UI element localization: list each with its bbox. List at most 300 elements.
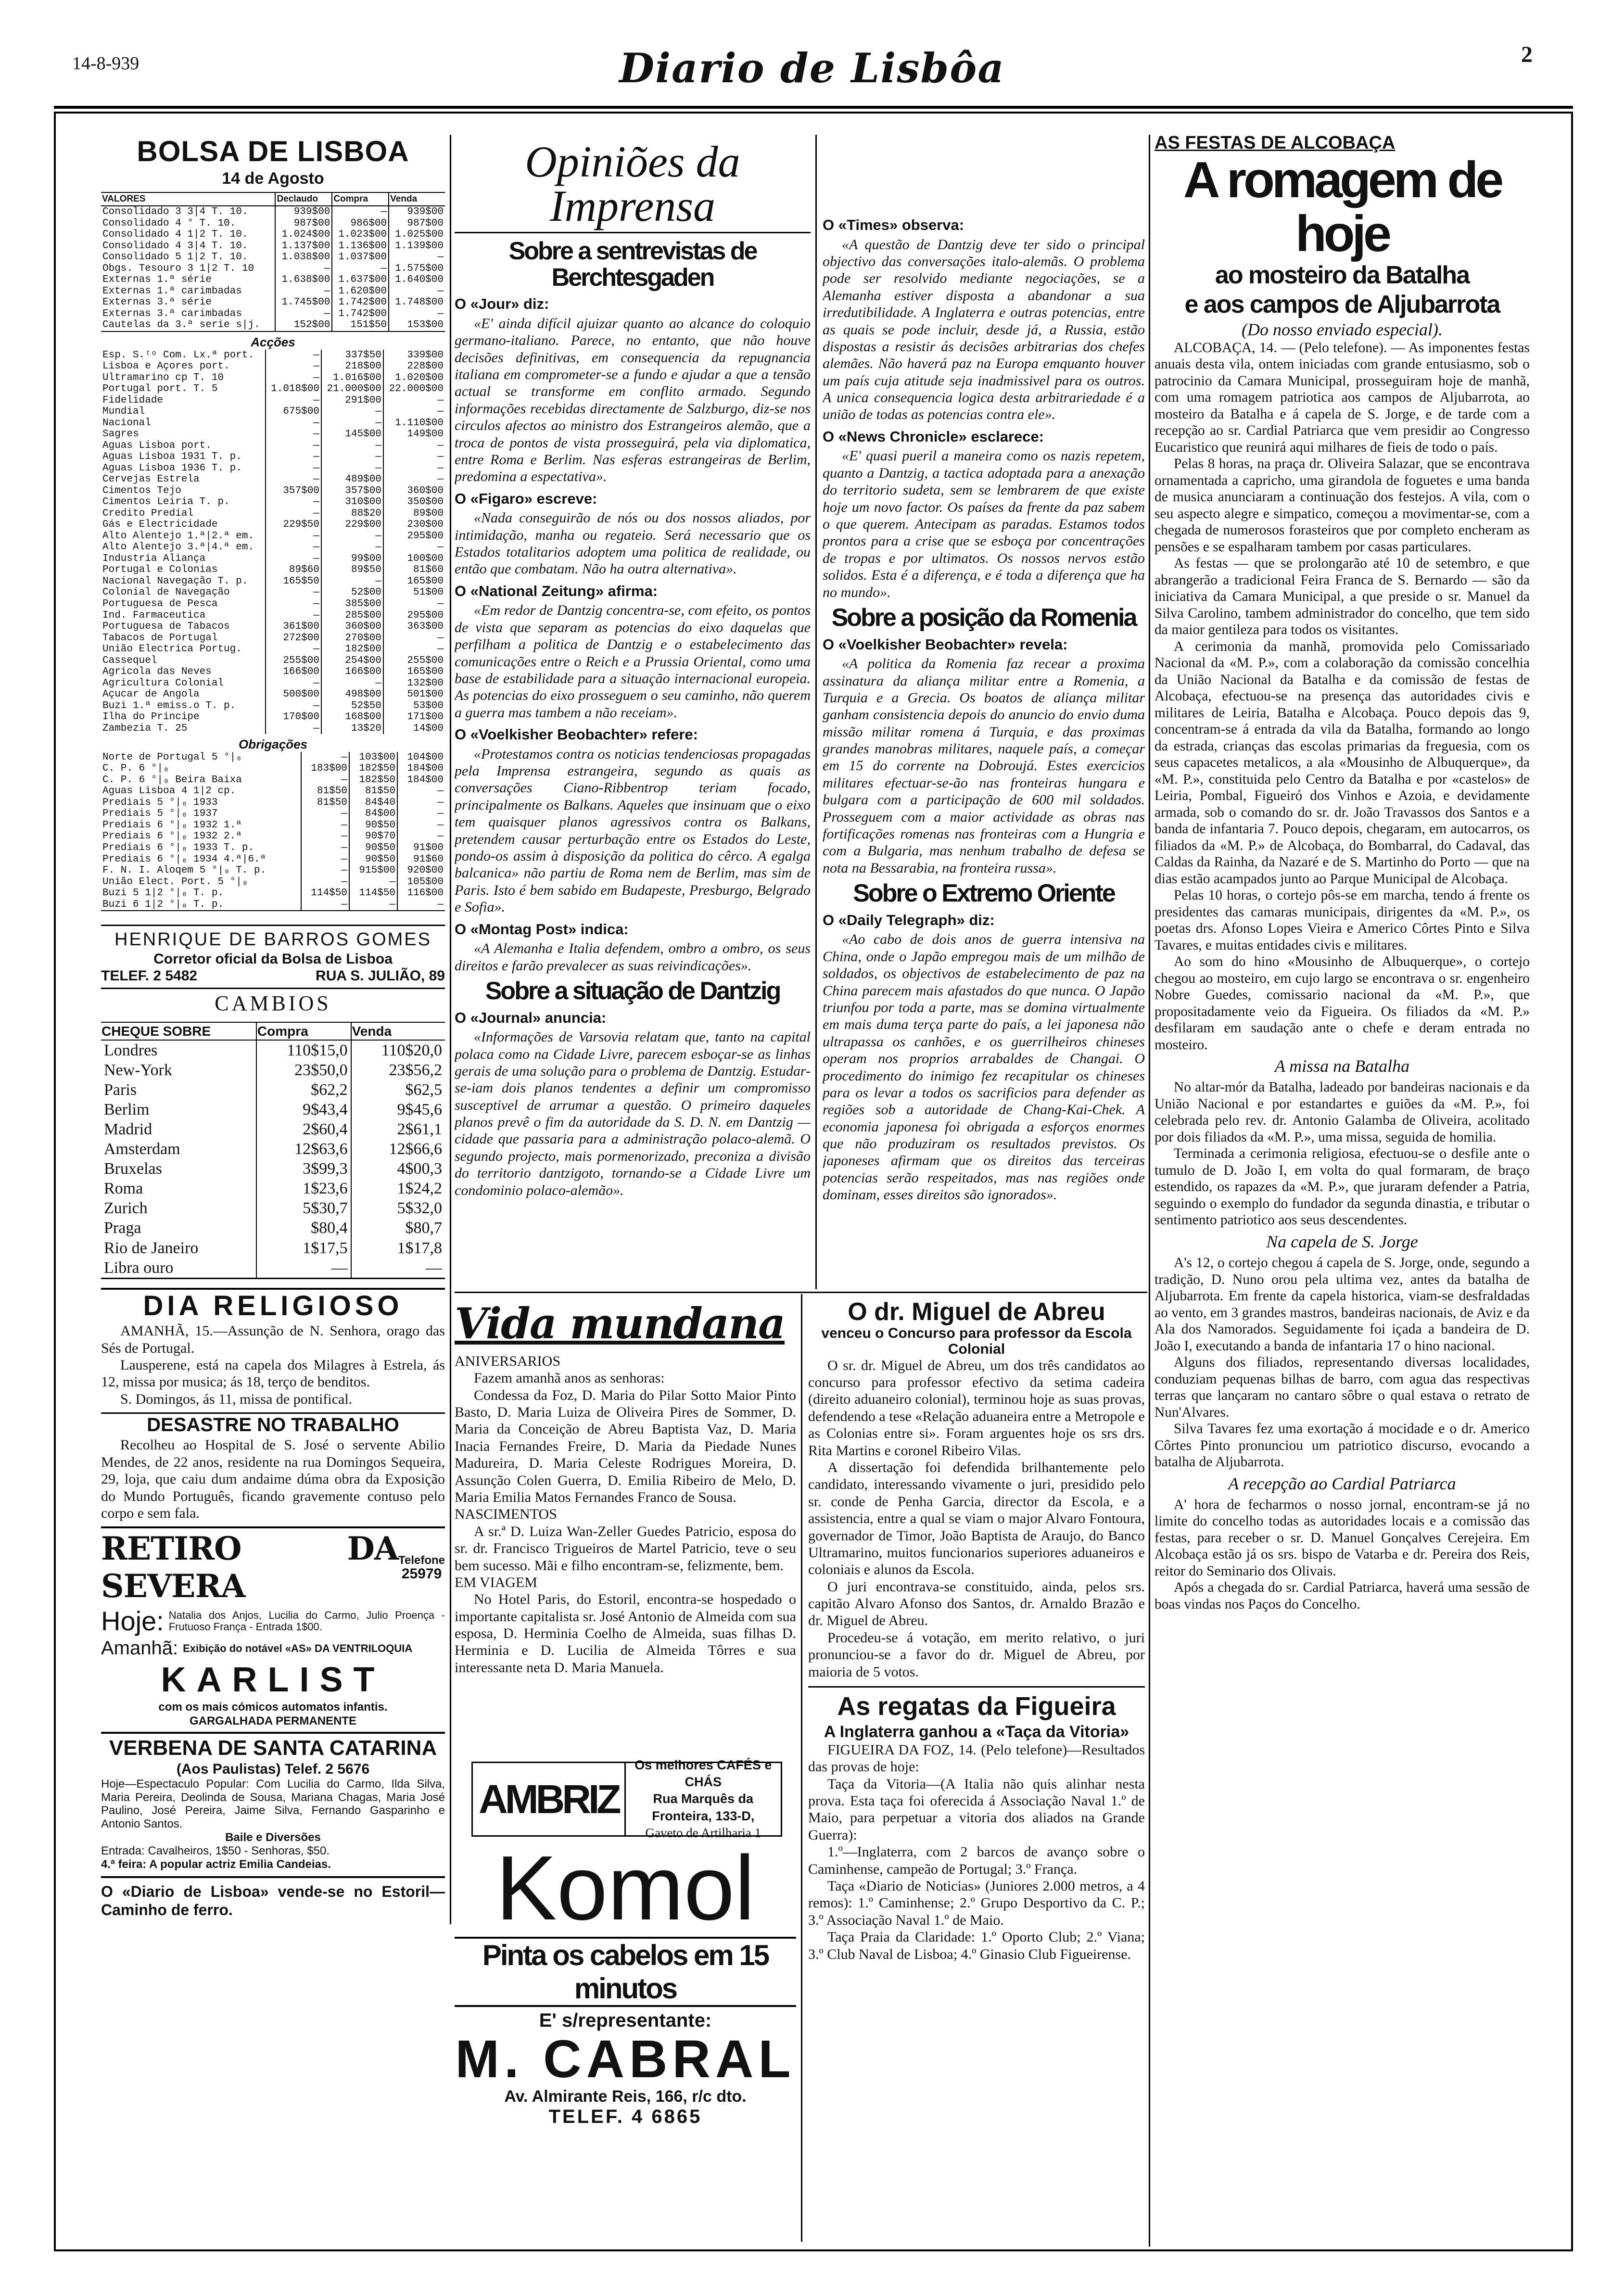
abreu-text: Procedeu-se á votação, em merito relativo, o juri pronunciou-se a favor do dr. Miguel de Abreu, por maioria de 5 votos. xyxy=(808,1629,1145,1680)
table-cell: — xyxy=(266,474,321,485)
desastre-title: DESASTRE NO TRABALHO xyxy=(101,1412,445,1436)
table-cell: — xyxy=(383,395,445,406)
table-cell: 255$00 xyxy=(383,655,445,667)
table-cell: 1.637$00 xyxy=(332,274,389,286)
religioso-text: S. Domingos, ás 11, missa de pontifical. xyxy=(120,1391,353,1407)
oriente-headline: Sobre o Extremo Oriente xyxy=(853,879,1115,908)
table-cell: — xyxy=(397,831,445,842)
table-row xyxy=(101,406,445,418)
page-date: 14-8-939 xyxy=(72,53,140,74)
table-cell: Consolidado 4 3|4 T. 10. xyxy=(102,240,248,252)
table-row xyxy=(101,1238,445,1258)
source-news-chronicle: O «News Chronicle» esclarece: xyxy=(823,428,1044,445)
table-cell: Zurich xyxy=(104,1199,148,1218)
table-cell: 184$00 xyxy=(397,775,445,786)
severa-phone xyxy=(398,1554,445,1582)
table-cell: — xyxy=(321,406,383,418)
table-cell: 363$00 xyxy=(383,621,445,633)
regatas-title: As regatas da Figueira xyxy=(808,1686,1145,1722)
abreu-text: A dissertação foi defendida brilhantemente pelo candidato, interessando vivamente o juri, presidido pelo sr. conde de Penha Garcia, director da Escola, e a assistencia, entre a qual se viam o major Alvaro Fontoura, governador de Timor, João Baptista de Araujo, do Banco Ultramarino, muitos funcionarios superiores aduaneiros e coloniais e alunos da Escola. xyxy=(808,1459,1145,1578)
table-row xyxy=(101,564,445,576)
table-cell: Consolidado 3 3|4 T. 10. xyxy=(102,206,248,218)
table-row xyxy=(101,361,445,372)
corretor-name: HENRIQUE DE BARROS GOMES xyxy=(114,929,431,950)
table-cell: 81$50 xyxy=(349,786,397,797)
table-cell: Rio de Janeiro xyxy=(104,1239,199,1257)
table-cell: 254$00 xyxy=(321,655,383,667)
viagem-text: No Hotel Paris, do Estoril, encontra-se hospedado o importante capitalista sr. José Antonio de Almeida com sua esposa, D. Herminia Coelho de Almeida, suas filhas D. Herminia e D. Lucilia de Almeida Tôrres e sua interessante neta D. Maria Manuela. xyxy=(455,1591,796,1676)
table-cell: 153$00 xyxy=(389,319,445,331)
table-cell: $80,7 xyxy=(351,1218,445,1238)
table-cell: 90$50 xyxy=(349,820,397,831)
festas-text: Pelas 8 horas, na praça dr. Oliveira Salazar, que se encontrava ornamentada a capricho, uma girandola de foguetes e uma banda de musica anunciaram a continuação dos festejos. A vila, com o seu aspecto alegre e simpatico, começou a movimentar-se, com a chegada de numerosos forasteiros que por completo encheram as pensões e se espalharam tambem por casas particulares. xyxy=(1155,456,1530,555)
komol-name: Komol xyxy=(495,1837,755,1939)
table-cell: Libra ouro xyxy=(104,1258,174,1277)
table-cell: — xyxy=(266,418,321,429)
recepcao-subhead: A recepção ao Cardial Patriarca xyxy=(1228,1473,1456,1493)
table-row xyxy=(101,429,445,440)
table-cell: Açucar de Angola xyxy=(102,689,200,700)
table-cell: 91$60 xyxy=(397,854,445,865)
table-cell: Industria Aliança xyxy=(102,553,206,564)
table-cell: 52$50 xyxy=(321,700,383,712)
table-cell: 1$24,2 xyxy=(351,1179,445,1198)
table-row xyxy=(101,711,445,723)
severa-title: RETIRO DA SEVERA xyxy=(101,1530,399,1605)
table-row xyxy=(101,297,445,308)
table-cell: Esp. S.ᵗᵒ Com. Lx.ª port. xyxy=(102,349,254,361)
table-cell: 182$00 xyxy=(321,644,383,655)
table-cell: — xyxy=(321,451,383,463)
table-cell: — xyxy=(389,308,445,320)
dantzig-headline: Sobre a situação de Dantzig xyxy=(485,977,780,1005)
table-cell: 88$20 xyxy=(321,508,383,520)
table-cell: Portuguesa de Pesca xyxy=(102,598,218,610)
column-times xyxy=(823,212,1145,1289)
table-cell: 1$17,5 xyxy=(256,1238,351,1258)
table-cell: 9$43,4 xyxy=(256,1100,351,1119)
obrigacoes-title: Obrigações xyxy=(238,737,308,752)
table-cell: 1.025$00 xyxy=(389,229,445,241)
table-cell: Mundial xyxy=(102,406,145,418)
komol-ad xyxy=(455,1837,796,2227)
table-cell: — xyxy=(275,286,332,297)
table-cell: 1.742$00 xyxy=(332,297,389,308)
table-cell: 1$17,8 xyxy=(351,1238,445,1258)
table-cell: 110$15,0 xyxy=(256,1040,351,1060)
table-cell: 103$00 xyxy=(349,752,397,763)
table-cell: — xyxy=(301,899,349,911)
corretor-tel: TELEF. 2 5482 xyxy=(101,968,198,984)
table-cell: — xyxy=(301,808,349,820)
table-cell: 165$00 xyxy=(383,576,445,587)
table-cell: — xyxy=(266,395,321,406)
festas-text: Terminada a cerimonia religiosa, efectuou-se o desfile ante o tumulo de D. João I, em volta do qual formaram, de braço estendido, os rapazes da «M. P.», que juraram defender a Patria, seguindo o exemplo do fundador da segunda dinastia, e tributar o sentimento patriotico aos seus descendentes. xyxy=(1155,1146,1530,1228)
table-row xyxy=(101,797,445,809)
regatas-text: 1.º—Inglaterra, com 2 barcos de avanço sobre o Caminhense, campeão de Portugal; 3.º França. xyxy=(808,1844,1145,1877)
table-cell: 4$00,3 xyxy=(351,1159,445,1179)
table-row xyxy=(101,576,445,587)
table-cell: Consolidado 5 1|2 T. 10. xyxy=(102,252,248,263)
nascimentos-title: NASCIMENTOS xyxy=(455,1506,557,1523)
table-cell: 166$00 xyxy=(321,666,383,678)
table-row xyxy=(101,229,445,241)
table-cell: Berlim xyxy=(104,1100,150,1118)
source-daily-telegraph: O «Daily Telegraph» diz: xyxy=(823,911,995,928)
table-row xyxy=(101,350,445,361)
table-cell: Bruxelas xyxy=(104,1160,162,1178)
table-cell: Sagres xyxy=(102,429,139,440)
column-opinioes xyxy=(455,140,811,1289)
table-cell: 1.638$00 xyxy=(275,274,332,286)
source-figaro: O «Figaro» escreve: xyxy=(455,490,597,507)
aniversarios-intro: Fazem amanhã anos as senhoras: xyxy=(474,1370,665,1386)
table-cell: $62,2 xyxy=(256,1080,351,1100)
table-cell: — xyxy=(321,531,383,542)
table-cell: 1.037$00 xyxy=(332,252,389,263)
festas-text: A's 12, o cortejo chegou á capela de S. Jorge, onde, segundo a tradição, D. Nuno orou pela ultima vez, antes da batalha de Aljubarrota. Em frente da capela historica, viam-se desfraldadas ao vento, em 3 grandes mastros, bandeiras nacionais, de Aviz e da Ala dos Namorados. Seguidamente foi içada a bandeira de D. João I, executando a banda de infantaria 17 o hino nacional. xyxy=(1155,1255,1530,1354)
table-cell: 81$50 xyxy=(301,786,349,797)
severa-amanha: Amanhã: xyxy=(101,1638,178,1659)
table-cell: — xyxy=(301,865,349,876)
abreu-text: O juri encontrava-se constituido, ainda, pelos srs. capitão Alvaro Afonso dos Santos, dr. Arnaldo Brazão e dr. Miguel de Abreu. xyxy=(808,1578,1145,1629)
table-cell: Externas 3.ª série xyxy=(102,297,212,308)
table-cell: Buzi 6 1|2 °|₀ T. p. xyxy=(102,899,224,910)
table-row xyxy=(101,1258,445,1279)
cambios-title: CAMBIOS xyxy=(101,988,445,1016)
table-cell: 1.745$00 xyxy=(275,297,332,308)
festas-sub2: e aos campos de Aljubarrota xyxy=(1184,290,1500,318)
table-row xyxy=(101,519,445,531)
table-row xyxy=(101,1159,445,1179)
severa-tel: 25979 xyxy=(401,1566,442,1582)
table-cell: Ind. Farmaceutica xyxy=(102,610,206,621)
table-cell: 5$32,0 xyxy=(351,1198,445,1218)
table-cell: Roma xyxy=(104,1180,143,1198)
komol-representante: E' s/representante: xyxy=(539,2010,712,2031)
vida-title: Vida mundana xyxy=(455,1299,785,1348)
table-cell: — xyxy=(266,598,321,610)
table-row xyxy=(101,633,445,644)
festas-text: Ao som do hino «Mousinho de Albuquerque», o cortejo chegou ao mosteiro, em cujo largo se encontrava o sr. engenheiro Nobre Guedes, comissario nacional da «M. P.», que propositadamente veio da Figueira. Os filiados da «M. P.» desfilaram em saudação ante o chefe e deram entrada no mosteiro. xyxy=(1155,954,1530,1053)
table-cell: 2$61,1 xyxy=(351,1119,445,1139)
table-cell: Gás e Electricidade xyxy=(102,519,218,531)
table-cell: — xyxy=(266,644,321,655)
nascimentos-text: A sr.ª D. Luiza Wan-Zeller Guedes Patricio, esposa do sr. dr. Francisco Trigueiros de Martel Patricio, teve o seu bem sucesso. Mãi e filho encontram-se, felizmente, bem. xyxy=(455,1523,796,1574)
verbena-feira: 4.ª feira: A popular actriz Emilia Candeias. xyxy=(101,1858,331,1871)
table-cell: 229$50 xyxy=(266,519,321,531)
table-cell: 350$00 xyxy=(383,496,445,508)
quote-jour: «E' ainda difícil ajuizar quanto ao alcance do coloquio germano-italiano. Parece, no entanto, que não houve decisões definitivas, em consequencia da repugnancia italiana em comprometer-se a fundo e ajudar a que a tensão actual se transforme em conflito armado. Segundo informações recebidas directamente de Salzburgo, diz-se nos circulos afectos ao ministro dos Estrangeiros alemão, que a troca de pontos de vista prosseguirá, pela via diplomatica, entre Roma e Berlim. Nas esferas estrangeiras de Berlim, predomina a espectativa». xyxy=(455,315,811,485)
table-cell: 1.020$00 xyxy=(383,372,445,384)
table-cell: — xyxy=(301,831,349,842)
table-cell: 295$00 xyxy=(383,610,445,622)
table-cell: 114$50 xyxy=(349,888,397,899)
newspaper-title: Diario de Lisbôa xyxy=(619,44,1005,92)
table-cell: — xyxy=(349,876,397,888)
festas-text: ALCOBAÇA, 14. — (Pelo telefone). — As imponentes festas anuais desta vila, ontem iniciadas com grande entusiasmo, sob o patrocinio da Camara Municipal, prosseguiram hoje de manhã, com uma romagem patriotica aos campos de Aljubarrota, ao mosteiro da Batalha e á capela de S. Jorge, e de tarde com a recepção ao sr. Cardial Patriarca que vem presidir ao Congresso Eucaristico que reunirá aqui milhares de fieis de todo o país. xyxy=(1155,340,1530,455)
bolsa-rows xyxy=(101,206,445,331)
table-cell: 132$00 xyxy=(383,678,445,689)
col-divider xyxy=(815,135,817,1289)
table-cell: Praga xyxy=(104,1219,141,1237)
festas-kicker: AS FESTAS DE ALCOBAÇA xyxy=(1155,133,1396,153)
table-cell: $80,4 xyxy=(256,1218,351,1238)
bolsa-title: BOLSA DE LISBOA xyxy=(137,135,409,167)
table-row xyxy=(101,241,445,252)
table-cell: C. P. 6 °|₀ xyxy=(102,763,169,775)
table-cell: — xyxy=(301,842,349,854)
table-cell: 165$50 xyxy=(266,576,321,587)
table-cell: Fidelidade xyxy=(102,394,164,406)
col-header: Declaudo xyxy=(275,192,332,206)
table-row xyxy=(101,666,445,678)
table-row xyxy=(101,531,445,542)
table-cell: Amsterdam xyxy=(104,1140,180,1158)
table-cell: Nacional Navegação T. p. xyxy=(102,575,248,587)
table-cell: Cautelas da 3.ª serie s|j. xyxy=(102,319,260,331)
cabral-phone: TELEF. 4 6865 xyxy=(548,2106,702,2127)
table-cell: — xyxy=(383,644,445,655)
table-cell: 218$00 xyxy=(321,361,383,372)
table-cell: Agricultura Colonial xyxy=(102,677,224,689)
table-cell: 228$00 xyxy=(383,361,445,372)
source-jour: O «Jour» diz: xyxy=(455,295,549,313)
col-divider xyxy=(1149,135,1150,2247)
table-cell: — xyxy=(321,678,383,689)
table-cell: Londres xyxy=(104,1041,158,1059)
table-cell: 915$00 xyxy=(349,865,397,876)
table-cell: 89$60 xyxy=(266,564,321,576)
festas-headline: A romagem de hoje xyxy=(1183,152,1501,262)
table-cell: Cimentos Leiria T. p. xyxy=(102,496,230,508)
corretor-line: Corretor oficial da Bolsa de Lisboa xyxy=(153,951,393,967)
table-row xyxy=(101,508,445,520)
table-cell: Cassequel xyxy=(102,655,157,666)
table-cell: — xyxy=(266,553,321,565)
table-cell: 986$00 xyxy=(332,218,389,229)
table-cell: 166$00 xyxy=(266,666,321,678)
corretor-box xyxy=(101,925,445,985)
table-cell: 1.575$00 xyxy=(389,263,445,275)
table-cell: — xyxy=(266,350,321,361)
quote-voelkisher: «Protestamos contra os noticias tendenciosas propagadas pela Imprensa estrangeira, segundo as quais as conversações Ciano-Ribbentrop teriam focado, principalmente os Balkans. Aqueles que insinuam que o eixo tem quaisquer planos agressivos contra os Balkans, pretendem causar perturbação entre os Estados do Leste, pondo-os assim à disposição da politica do cêrco. A egalga balcanica» não partiu de Roma nem de Berlim, mas sim de Paris. Isto é bem sabido em Budapeste, Presburgo, Belgrado e Sofia». xyxy=(455,746,811,915)
table-cell: 361$00 xyxy=(266,621,321,633)
table-cell: — xyxy=(266,463,321,474)
opinioes-title: Opiniões da Imprensa xyxy=(455,140,811,233)
table-cell: 310$00 xyxy=(321,496,383,508)
festas-text: Após a chegada do sr. Cardial Patriarca, haverá uma sessão de boas vindas nos Paços do Concelho. xyxy=(1155,1580,1530,1612)
table-cell: 22.000$00 xyxy=(383,383,445,395)
aniversarios-text: Condessa da Foz, D. Maria do Pilar Sotto Maior Pinto Basto, D. Maria Luiza de Oliveira Pires de Sommer, D. Maria da Conceição de Abreu Baptista Vaz, D. Maria Inacia Fernandes Freire, D. Maria da Piedade Nunes Madureira, D. Maria Celeste Rodrigues Moreira, D. Assunção Colen Guerra, D. Emilia Ribeiro de Melo, D. Maria Emilia Matos Fernandes Franco de Sousa. xyxy=(455,1387,796,1505)
table-cell: — xyxy=(266,542,321,553)
regatas-text: Taça Praia da Claridade: 1.º Oporto Club; 2.º Viana; 3.º Club Naval de Lisboa; 4.º Ginasio Club Figueirense. xyxy=(808,1929,1145,1962)
table-cell: Prediais 6 °|₀ 1932 2.ª xyxy=(102,831,242,842)
table-cell: — xyxy=(397,808,445,820)
col-header: Compra xyxy=(256,1022,351,1040)
table-cell: Alto Alentejo 3.ª|4.ª em. xyxy=(102,542,254,553)
table-cell: 272$00 xyxy=(266,633,321,644)
desastre-text: Recolheu ao Hospital de S. José o servente Abilio Mendes, de 22 anos, residente na rua Domingos Sequeira, 29, loja, que caiu dum andaime dúma obra da Exposição do Mundo Português, ficando gravemente contuso pelo corpo e sem fala. xyxy=(101,1437,445,1521)
corretor-contacts xyxy=(101,967,445,984)
verbena-sub: (Aos Paulistas) Telef. 2 5676 xyxy=(176,1761,370,1777)
ambriz-ad xyxy=(471,1758,782,1840)
karlist-name: KARLIST xyxy=(161,1661,385,1700)
table-row xyxy=(101,587,445,598)
table-cell: 100$00 xyxy=(383,553,445,565)
table-cell: 99$00 xyxy=(321,553,383,565)
table-cell: 337$50 xyxy=(321,350,383,361)
source-national-zeitung: O «National Zeitung» afirma: xyxy=(455,582,658,599)
col-divider xyxy=(450,135,451,1924)
table-cell: — xyxy=(266,610,321,622)
aniversarios-title: ANIVERSARIOS xyxy=(455,1353,561,1369)
table-cell: 149$00 xyxy=(383,429,445,440)
table-cell: — xyxy=(275,263,332,275)
table-cell: — xyxy=(397,899,445,911)
table-row xyxy=(101,252,445,263)
table-row xyxy=(101,752,445,763)
verbena-bailes: Baile e Diversões xyxy=(225,1830,321,1844)
table-row xyxy=(101,723,445,735)
table-cell: 360$00 xyxy=(321,621,383,633)
table-cell: 1.620$00 xyxy=(332,286,389,297)
table-cell: — xyxy=(389,286,445,297)
regatas-text: FIGUEIRA DA FOZ, 14. (Pelo telefone)—Resultados das provas de hoje: xyxy=(808,1741,1145,1775)
table-cell: 3$99,3 xyxy=(256,1159,351,1179)
table-row xyxy=(101,1040,445,1060)
abreu-title: O dr. Miguel de Abreu xyxy=(848,1299,1105,1326)
table-cell: — xyxy=(301,752,349,763)
table-cell: União Electrica Portug. xyxy=(102,644,242,655)
table-row xyxy=(101,395,445,406)
religioso-text: Lausperene, está na capela dos Milagres à Estrela, ás 12, missa por musica; ás 18, terço de benditos. xyxy=(101,1357,445,1390)
table-row xyxy=(101,786,445,797)
festas-text: Alguns dos filiados, representando diversas localidades, conduziam pequenas bilhas de barro, com agua das respectivas terras que lançaram no cantaro sôbre o qual estava o retrato de Nun'Alvares. xyxy=(1155,1355,1530,1420)
col-header: CHEQUE SOBRE xyxy=(101,1022,256,1040)
table-cell: 987$00 xyxy=(275,218,332,229)
table-row xyxy=(101,553,445,565)
page-number: 2 xyxy=(1521,42,1533,67)
table-cell: — xyxy=(256,1258,351,1279)
regatas-sub: A Inglaterra ganhou a «Taça da Vitoria» xyxy=(824,1722,1129,1741)
obrigacoes-table xyxy=(101,752,445,911)
table-cell: Prediais 6 °|₀ 1932 1.ª xyxy=(102,819,242,831)
table-cell: — xyxy=(266,372,321,384)
table-cell: Cimentos Tejo xyxy=(102,485,181,496)
table-cell: 1$23,6 xyxy=(256,1179,351,1198)
table-cell: — xyxy=(266,587,321,598)
table-row xyxy=(101,542,445,553)
table-cell: 939$00 xyxy=(389,206,445,218)
table-cell: Ilha do Principe xyxy=(102,711,200,723)
table-row xyxy=(101,308,445,320)
table-cell: 498$00 xyxy=(321,689,383,700)
corretor-address: RUA S. JULIÃO, 89 xyxy=(316,968,445,984)
table-cell: New-York xyxy=(104,1061,172,1079)
table-cell: 360$00 xyxy=(383,485,445,497)
table-row xyxy=(101,678,445,689)
quote-voelkisher-2: «A politica da Romenia faz recear a proxima assinatura da aliança militar entre a Romenia, a Turquia e a Grecia. Os boatos de aliança militar ganham consistencia depois do anuncio do envio duma missão militar romena á Turquia, e das proximas grandes manobras militares, naquele país, a começar em 15 do corrente na Dobroujá. Estes exercicios militares efectuar-se-ão nas fronteiras hungara e bulgara com a participação de 600 mil soldados. Prosseguem com a maior actividade as obras nas fortificações romenas nas fronteiras com a Hungria e com a Bulgaria, mas nenhum trabalho de defesa se nota na Bessarabia, na fronteira russa». xyxy=(823,656,1145,876)
table-cell: — xyxy=(351,1258,445,1279)
table-cell: 1.137$00 xyxy=(275,241,332,252)
table-cell: 357$00 xyxy=(266,485,321,497)
table-cell: Lisboa e Açores port. xyxy=(102,361,230,372)
table-cell: 182$50 xyxy=(349,763,397,775)
table-cell: 1.748$00 xyxy=(389,297,445,308)
table-cell: — xyxy=(397,786,445,797)
table-cell: Madrid xyxy=(104,1120,152,1138)
column-abreu xyxy=(808,1299,1145,2237)
table-cell: 385$00 xyxy=(321,598,383,610)
table-cell: 116$00 xyxy=(397,888,445,899)
table-cell: 12$66,6 xyxy=(351,1139,445,1159)
table-cell: 23$56,2 xyxy=(351,1060,445,1080)
table-cell: — xyxy=(349,899,397,911)
table-cell: — xyxy=(332,206,389,218)
table-cell: 357$00 xyxy=(321,485,383,497)
table-cell: 1.038$00 xyxy=(275,252,332,263)
table-cell: 1.742$00 xyxy=(332,308,389,320)
table-cell: — xyxy=(383,440,445,452)
table-cell: Ultramarino cp T. 10 xyxy=(102,372,224,383)
table-cell: 339$00 xyxy=(383,350,445,361)
table-cell: Norte de Portugal 5 °|₀ xyxy=(102,751,242,763)
table-cell: Portuguesa de Tabacos xyxy=(102,621,230,633)
venda-notice: O «Diario de Lisboa» vende-se no Estoril—Caminho de ferro. xyxy=(101,1876,445,1919)
table-row xyxy=(101,1198,445,1218)
table-cell: 84$00 xyxy=(349,808,397,820)
table-cell: — xyxy=(383,542,445,553)
table-row xyxy=(101,451,445,463)
table-cell: 51$00 xyxy=(383,587,445,598)
table-row xyxy=(101,485,445,497)
table-cell: 81$50 xyxy=(301,797,349,809)
table-cell: Prediais 6 °|₀ 1934 4.ª|6.ª xyxy=(102,853,266,865)
table-row xyxy=(101,808,445,820)
table-cell: Prediais 5 °|₀ 1937 xyxy=(102,808,218,820)
festas-text: As festas — que se prolongarão até 10 de setembro, e que abrangerão a tradicional Feira Franca de S. Bernardo — são da iniciativa da Camara Municipal, a que preside o sr. Manuel da Silva Carolino, tambem administrador do concelho, que tem sido da maior gentileza para todos os visitantes. xyxy=(1155,556,1530,638)
severa-tel-label: Telefone xyxy=(398,1553,445,1567)
table-cell: — xyxy=(321,440,383,452)
table-cell: — xyxy=(332,263,389,275)
table-row xyxy=(101,689,445,700)
table-row xyxy=(101,372,445,384)
quote-daily-telegraph: «Ao cabo de dois anos de guerra intensiva na China, onde o Japão empregou mais de um milhão de soldados, os objectivos de estabelecimento de paz na China parecem mais afastados do que nunca. O Japão triunfou por toda a parte, mas se domina virtualmente em mais duma terça parte do país, a lei japonesa não ultrapassa os canhões, e os guerrilheiros chineses operam nos proprios arrabaldes de Changai. O procedimento do inimigo fez recapitular os chineses para os levar a todos os sacrificios para defender as regiões sob a autoridade de Chang-Kai-Chek. A economia japonesa foi obrigada a esforços enormes que não produziram os resultados previstos. Os japoneses afirmam que os direitos das terceiras potencias serão respeitados, mas nas regiões onde dominam, esses direitos são ignorados». xyxy=(823,931,1145,1203)
ambriz-name: AMBRIZ xyxy=(473,1763,626,1835)
table-cell: 114$50 xyxy=(301,888,349,899)
table-row xyxy=(101,1139,445,1159)
table-row xyxy=(101,899,445,911)
table-cell: 270$00 xyxy=(321,633,383,644)
table-row xyxy=(101,831,445,842)
table-row xyxy=(101,206,445,218)
table-cell: Cervejas Estrela xyxy=(102,474,200,485)
verbena-text: Hoje—Espectaculo Popular: Com Lucilia do Carmo, Ilda Silva, Maria Pereira, Deolinda de Sousa, Mariana Chagas, Maria José Paulino, José Pereira, Jaime Silva, Fernando Gasparinho e Antonio Santos. xyxy=(101,1778,445,1830)
table-cell: 91$00 xyxy=(397,842,445,854)
quote-national-zeitung: «Em redor de Dantzig concentra-se, com efeito, os pontos de vista que separam as potencias do eixo daquelas que perfilham a politica de Dantzig e o estabelecimento das comunicações entre o Reich e a Prussia Oriental, como uma base de estabilidade para a situação internacional europeia. As potencias do eixo prosseguem o seu caminho, não querem a guerra mas tambem a não receiam». xyxy=(455,602,811,721)
table-cell: 52$00 xyxy=(321,587,383,598)
table-cell: Portugal port. T. 5 xyxy=(102,383,218,395)
table-cell: 2$60,4 xyxy=(256,1119,351,1139)
table-cell: 1.024$00 xyxy=(275,229,332,241)
ambriz-line2: Rua Marquês da Fronteira, 133-D, xyxy=(652,1791,755,1823)
table-cell: 152$00 xyxy=(275,319,332,331)
table-cell: 255$00 xyxy=(266,655,321,667)
table-row xyxy=(101,463,445,474)
table-cell: 182$50 xyxy=(349,775,397,786)
table-cell: 1.018$00 xyxy=(266,383,321,395)
